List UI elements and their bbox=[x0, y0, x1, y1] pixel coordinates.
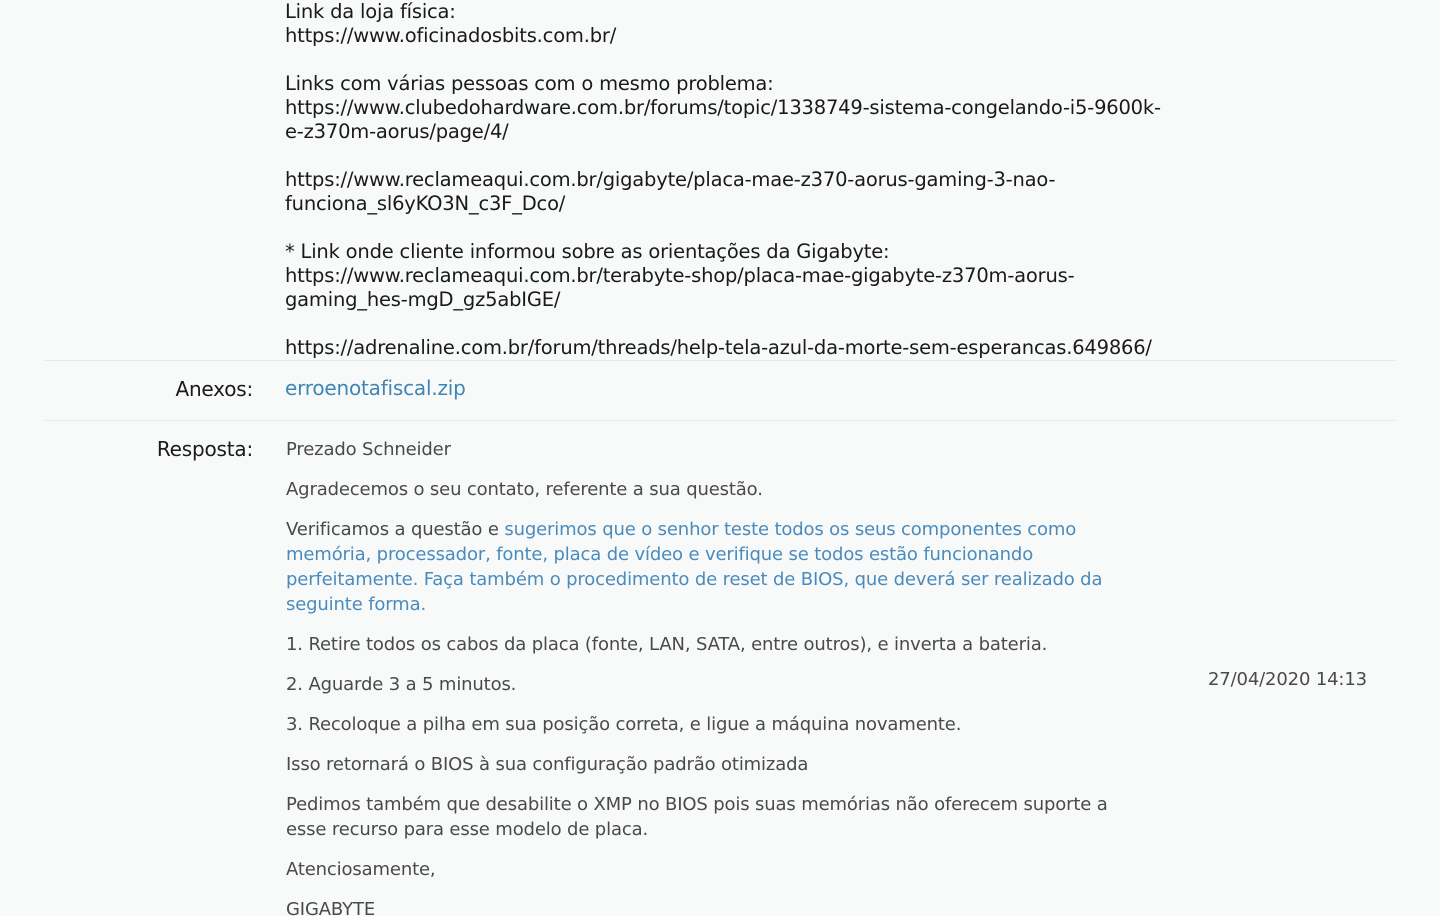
attachments-label: Anexos: bbox=[175, 377, 253, 401]
attachment-link[interactable]: erroenotafiscal.zip bbox=[285, 376, 466, 400]
response-closing: Atenciosamente, bbox=[286, 859, 436, 880]
store-link-label: Link da loja física: bbox=[285, 0, 456, 23]
response-step-3: 3. Recoloque a pilha em sua posição correta, e ligue a máquina novamente. bbox=[286, 714, 962, 735]
forum-link-4: https://adrenaline.com.br/forum/threads/help-tela-azul-da-morte-sem-esperancas.649866/ bbox=[285, 336, 1152, 359]
divider bbox=[45, 420, 1395, 421]
response-timestamp: 27/04/2020 14:13 bbox=[1208, 669, 1367, 690]
response-signature: GIGABYTE bbox=[286, 899, 376, 916]
verify-highlight: sugerimos que o senhor teste todos os seus componentes como memória, processador, fonte, placa de vídeo e verifique se todos estão funcionando perfeitamente. Faça também o procedimento de reset de BIOS, que deverá ser realizado da seguinte forma. bbox=[286, 519, 1103, 615]
forum-link-2: https://www.reclameaqui.com.br/gigabyte/placa-mae-z370-aorus-gaming-3-nao- bbox=[285, 168, 1056, 191]
customer-message bbox=[285, 0, 1185, 360]
response-greeting: Prezado Schneider bbox=[286, 439, 451, 460]
response-bios-note: Isso retornará o BIOS à sua configuração padrão otimizada bbox=[286, 754, 809, 775]
forum-link-1-cont: e-z370m-aorus/page/4/ bbox=[285, 120, 509, 143]
forum-link-1: https://www.clubedohardware.com.br/forums/topic/1338749-sistema-congelando-i5-9600k- bbox=[285, 96, 1161, 119]
response-step-2: 2. Aguarde 3 a 5 minutos. bbox=[286, 674, 517, 695]
verify-prefix: Verificamos a questão e bbox=[286, 519, 505, 540]
links-intro: Links com várias pessoas com o mesmo problema: bbox=[285, 72, 774, 95]
store-url: https://www.oficinadosbits.com.br/ bbox=[285, 24, 617, 47]
response-thanks: Agradecemos o seu contato, referente a sua questão. bbox=[286, 479, 763, 500]
response-xmp-note: Pedimos também que desabilite o XMP no BIOS pois suas memórias não oferecem suporte a esse recurso para esse modelo de placa. bbox=[286, 794, 1108, 840]
response-body bbox=[286, 437, 1136, 916]
divider bbox=[45, 360, 1395, 361]
response-step-1: 1. Retire todos os cabos da placa (fonte, LAN, SATA, entre outros), e inverta a bateria. bbox=[286, 634, 1048, 655]
forum-link-3: https://www.reclameaqui.com.br/terabyte-shop/placa-mae-gigabyte-z370m-aorus- bbox=[285, 264, 1075, 287]
gigabyte-note: * Link onde cliente informou sobre as orientações da Gigabyte: bbox=[285, 240, 890, 263]
response-verify bbox=[286, 517, 1136, 617]
forum-link-3-cont: gaming_hes-mgD_gz5abIGE/ bbox=[285, 288, 561, 311]
response-label: Resposta: bbox=[156, 437, 253, 461]
forum-link-2-cont: funciona_sl6yKO3N_c3F_Dco/ bbox=[285, 192, 566, 215]
